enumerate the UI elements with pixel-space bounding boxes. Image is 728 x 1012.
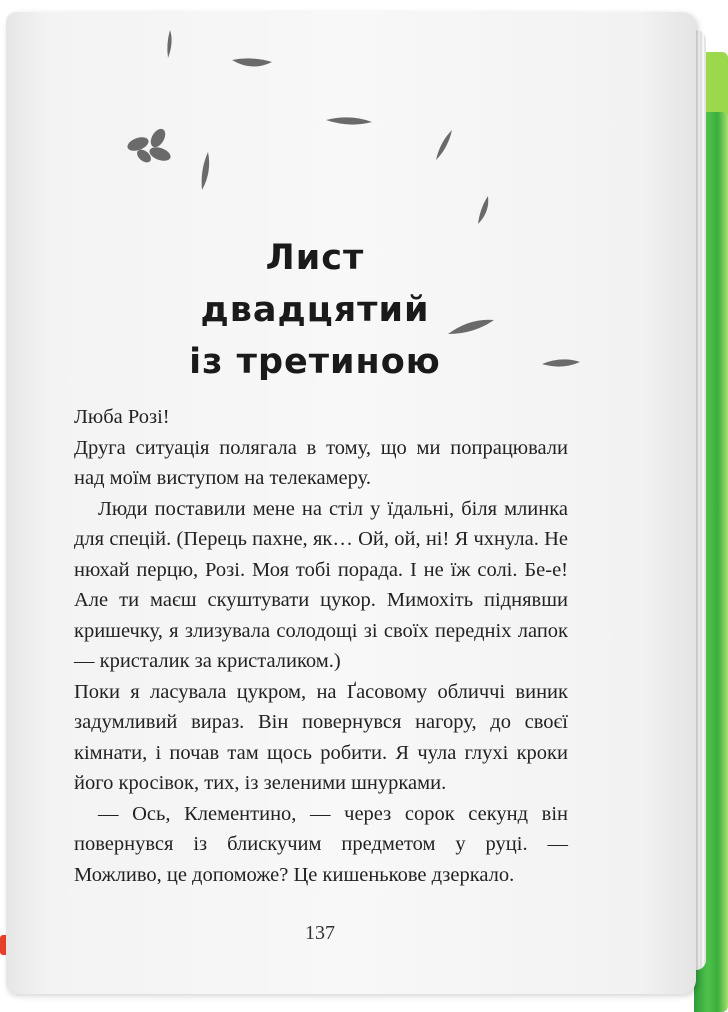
chapter-title-line-2: із третиною bbox=[189, 342, 441, 382]
leaf-icon bbox=[232, 58, 272, 66]
leaf-icon bbox=[478, 196, 488, 224]
leaf-icon bbox=[542, 359, 580, 366]
leaf-icon bbox=[436, 130, 452, 160]
greeting: Люба Розі! bbox=[74, 406, 170, 428]
leaf-icon bbox=[326, 117, 372, 124]
paragraph: Поки я ласувала цукром, на Ґасовому обличчі виник задумливий вираз. Він повернувся нагору, до своєї кімнати, і почав там щось робити. Я чула глухі кроки його кросівок, тих, із зеленими шнурками. bbox=[74, 680, 568, 794]
flower-icon bbox=[126, 126, 173, 165]
page-number: 137 bbox=[305, 922, 335, 944]
chapter-title-line-1: Лист двадцятий bbox=[200, 238, 430, 330]
paragraph: — Ось, Клементино, — через сорок секунд він повернувся із блискучим предметом у руці. — Можливо, це допоможе? Це кишенькове дзеркало. bbox=[74, 802, 568, 886]
chapter-title bbox=[150, 232, 480, 388]
leaf-icon bbox=[167, 30, 171, 58]
leaf-icon bbox=[202, 152, 210, 190]
body-text bbox=[74, 402, 568, 890]
paragraph: Друга ситуація полягала в тому, що ми попрацювали над моїм виступом на телекамеру. bbox=[74, 436, 568, 489]
paragraph: Люди поставили мене на стіл у їдальні, біля млинка для спецій. (Перець пахне, як… Ой, ой, ні! Я чхнула. Не нюхай перцю, Розі. Моя тобі порада. І не їж солі. Бе-е! Але ти маєш скуштувати цукор. Мимохіть піднявши кришечку, я злизувала солодощі зі своїх передніх лапок — кристалик за кристаликом.) bbox=[74, 497, 568, 672]
